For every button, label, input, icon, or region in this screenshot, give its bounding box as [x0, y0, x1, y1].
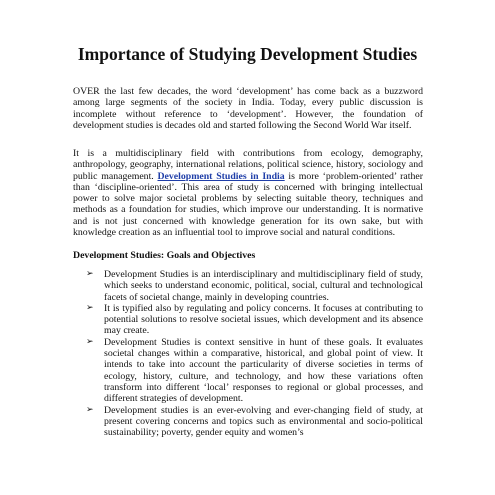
goals-list	[73, 269, 423, 438]
list-item	[73, 337, 423, 405]
arrow-bullet-icon: ➢	[86, 302, 94, 313]
list-item-text: Development Studies is context sensitive in hunt of these goals. It evaluates societal changes within a comparative, historical, and global point of view. It intends to take into account the particularity of diverse societies in terms of ecology, history, culture, and technology, and how these variations often transform into different ‘local’ responses to regional or global processes, and different strategies of development.	[104, 336, 423, 405]
list-item	[73, 303, 423, 337]
list-item-text: It is typified also by regulating and policy concerns. It focuses at contributing to potential solutions to resolve societal issues, which development and its absence may create.	[104, 302, 423, 337]
list-item	[73, 405, 423, 439]
list-item-text: Development studies is an ever-evolving and ever-changing field of study, at present covering concerns and topics such as environmental and socio-political sustainability; poverty, gender equity and women’s	[104, 404, 423, 439]
field-description-paragraph	[73, 148, 423, 238]
paragraph-text-start: It is a multidisciplinary field with contributions from ecology, demography, anthropology, geography, international relations, political science, history, sociology and public management.	[73, 148, 423, 182]
page-title: Importance of Studying Development Studies	[77, 44, 418, 64]
arrow-bullet-icon: ➢	[86, 404, 94, 415]
arrow-bullet-icon: ➢	[86, 336, 94, 347]
arrow-bullet-icon: ➢	[86, 269, 94, 279]
paragraph-text-end: is more ‘problem-oriented’ rather than ‘discipline-oriented’. This area of study is concerned with bringing intellectual power to solve major societal problems by selecting suitable theory, techniques and methods as a foundation for studies, which improve our understanding. It is normative and is not just concerned with knowledge generation for its own sake, but with knowledge creation as an influential tool to improve social and natural conditions.	[73, 170, 423, 239]
list-item-text: Development Studies is an interdisciplinary and multidisciplinary field of study, which seeks to understand economic, political, social, cultural and technological facets of societal change, mainly in developing countries.	[104, 269, 423, 303]
intro-paragraph: OVER the last few decades, the word ‘development’ has come back as a buzzword among large segments of the society in India. Today, every public discussion is incomplete without reference to ‘development’. However, the foundation of development studies is decades old and started following the Second World War itself.	[73, 86, 423, 131]
development-studies-link[interactable]: Development Studies in India	[157, 170, 285, 182]
section-heading: Development Studies: Goals and Objectives	[73, 250, 256, 261]
list-item	[73, 269, 423, 303]
